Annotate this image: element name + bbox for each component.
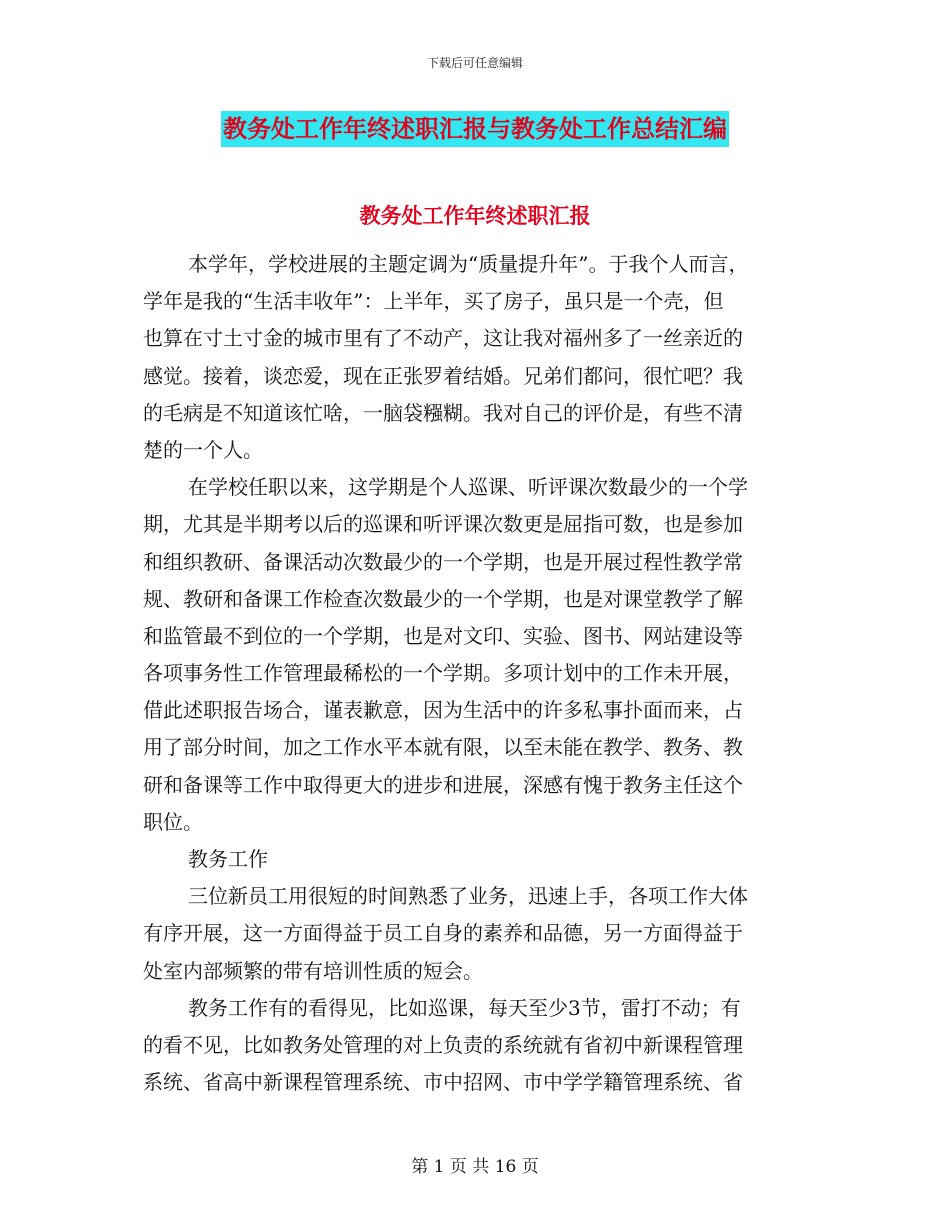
paragraph-line: 处室内部频繁的带有培训性质的短会。 [143,958,483,983]
section-title: 教务处工作年终述职汇报 [359,203,591,228]
paragraph-line: 规、教研和备课工作检查次数最少的一个学期，也是对课堂教学了解 [143,586,743,611]
page-label-suffix: 页 [521,1157,539,1177]
paragraph-line: 的毛病是不知道该忙啥，一脑袋糨糊。我对自己的评价是，有些不清 [143,400,743,425]
page-label-prefix: 第 [411,1157,429,1177]
paragraph-line: 借此述职报告场合，谨表歉意，因为生活中的许多私事扑面而来，占 [143,698,743,723]
document-body [143,246,808,1101]
paragraph-line: 各项事务性工作管理最稀松的一个学期。多项计划中的工作未开展， [143,661,743,686]
total-pages-number: 16 [494,1157,517,1177]
paragraph-line: 在学校任职以来，这学期是个人巡课、听评课次数最少的一个学 [188,475,748,500]
paragraph-line: 三位新员工用很短的时间熟悉了业务，迅速上手，各项工作大体 [188,884,748,909]
page-label-mid: 页 共 [449,1157,490,1177]
page-footer [0,1152,950,1177]
header-note: 下载后可任意编辑 [426,56,523,70]
paragraph-line: 和监管最不到位的一个学期，也是对文印、实验、图书、网站建设等 [143,623,743,648]
paragraph-line: 研和备课等工作中取得更大的进步和进展，深感有愧于教务主任这个 [143,772,743,797]
paragraph-line: 本学年，学校进展的主题定调为“质量提升年”。于我个人而言， [188,252,749,276]
paragraph-line: 有序开展，这一方面得益于员工自身的素养和品德，另一方面得益于 [143,921,743,946]
document-title: 教务处工作年终述职汇报与教务处工作总结汇编 [221,111,729,147]
subheading-line: 教务工作 [188,847,268,871]
paragraph-line: 学年是我的“生活丰收年”：上半年，买了房子，虽只是一个壳，但 [143,289,724,314]
paragraph-line: 也算在寸土寸金的城市里有了不动产，这让我对福州多了一丝亲近的 [143,326,743,351]
paragraph-line: 和组织教研、备课活动次数最少的一个学期，也是开展过程性教学常 [143,549,743,574]
paragraph-line: 感觉。接着，谈恋爱，现在正张罗着结婚。兄弟们都问，很忙吧？我 [143,363,743,388]
paragraph-line: 系统、省高中新课程管理系统、市中招网、市中学学籍管理系统、省 [143,1070,743,1095]
paragraph-line: 楚的一个人。 [143,437,263,462]
document-title-wrap [0,111,950,147]
paragraph-line: 职位。 [143,809,203,834]
paragraph-line: 期，尤其是半期考以后的巡课和听评课次数更是屈指可数，也是参加 [143,512,743,537]
paragraph-line: 教务工作有的看得见，比如巡课，每天至少3节，雷打不动；有 [188,995,741,1020]
current-page-number: 1 [433,1157,445,1177]
paragraph-line: 的看不见，比如教务处管理的对上负责的系统就有省初中新课程管理 [143,1032,743,1057]
paragraph-line: 用了部分时间，加之工作水平本就有限，以至未能在教学、教务、教 [143,735,743,760]
